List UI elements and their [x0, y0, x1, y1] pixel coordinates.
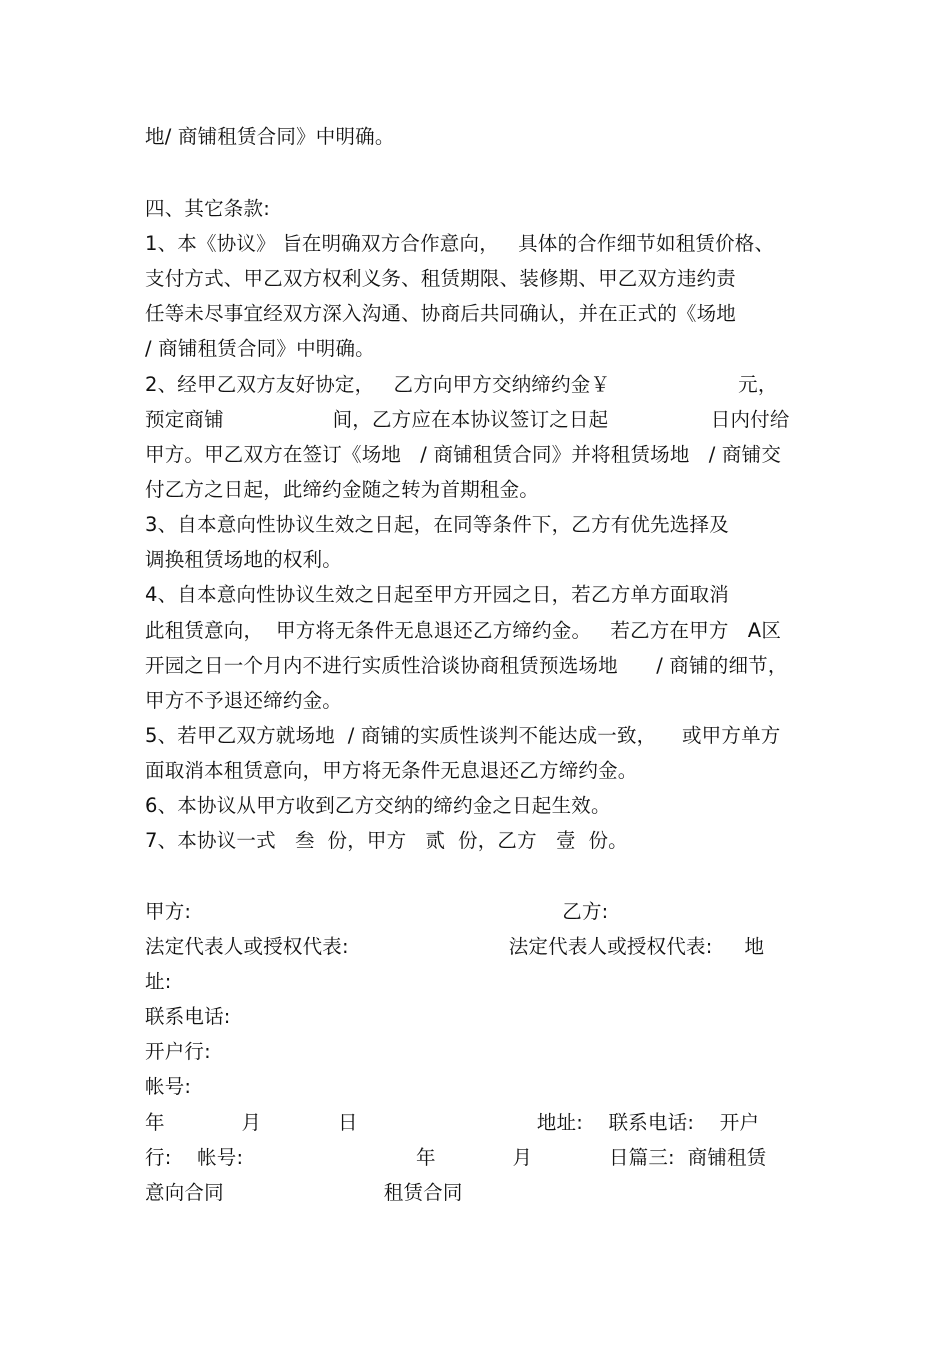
signature-line: 帐号: [145, 1075, 192, 1098]
text-line: 甲方不予退还缔约金。 [145, 689, 343, 712]
text-line: 意向合同 租赁合同 [145, 1181, 463, 1204]
text-line: 2、经甲乙双方友好协定， 乙方向甲方交纳缔约金￥ 元， [145, 373, 778, 396]
text-line: 3、自本意向性协议生效之日起，在同等条件下，乙方有优先选择及 [145, 513, 729, 536]
text-line: 7、本协议一式 叁 份，甲方 贰 份，乙方 壹 份。 [145, 829, 628, 852]
signature-line: 法定代表人或授权代表: 法定代表人或授权代表: 地 [145, 935, 765, 958]
text-line: 4、自本意向性协议生效之日起至甲方开园之日，若乙方单方面取消 [145, 583, 729, 606]
text-line: 预定商铺 间，乙方应在本协议签订之日起 日内付给 [145, 408, 790, 431]
text-line: 5、若甲乙双方就场地 / 商铺的实质性谈判不能达成一致， 或甲方单方 [145, 724, 781, 747]
signature-line: 联系电话: [145, 1005, 231, 1028]
text-line: / 商铺租赁合同》中明确。 [145, 337, 375, 360]
section-heading: 四、其它条款: [145, 197, 270, 220]
text-line: 任等未尽事宜经双方深入沟通、协商后共同确认，并在正式的《场地 [145, 302, 737, 325]
text-line: 1、本《协议》 旨在明确双方合作意向， 具体的合作细节如租赁价格、 [145, 232, 775, 255]
text-line: 面取消本租赁意向，甲方将无条件无息退还乙方缔约金。 [145, 759, 638, 782]
signature-line: 址: [145, 970, 172, 993]
text-line: 甲方。甲乙双方在签订《场地 / 商铺租赁合同》并将租赁场地 / 商铺交 [145, 443, 782, 466]
text-line: 地/ 商铺租赁合同》中明确。 [145, 125, 395, 148]
signature-line: 行: 帐号: 年 月 日篇三: 商铺租赁 [145, 1146, 767, 1169]
signature-line: 开户行: [145, 1040, 211, 1063]
text-line: 6、本协议从甲方收到乙方交纳的缔约金之日起生效。 [145, 794, 611, 817]
text-line: 付乙方之日起，此缔约金随之转为首期租金。 [145, 478, 540, 501]
signature-line: 年 月 日 地址: 联系电话: 开户 [145, 1111, 760, 1134]
text-line: 此租赁意向， 甲方将无条件无息退还乙方缔约金。 若乙方在甲方 A区 [145, 619, 782, 642]
text-line: 开园之日一个月内不进行实质性洽谈协商租赁预选场地 / 商铺的细节， [145, 654, 788, 677]
signature-line: 甲方: 乙方: [145, 900, 609, 923]
text-line: 支付方式、甲乙双方权利义务、租赁期限、装修期、甲乙双方违约责 [145, 267, 737, 290]
text-line: 调换租赁场地的权利。 [145, 548, 343, 571]
